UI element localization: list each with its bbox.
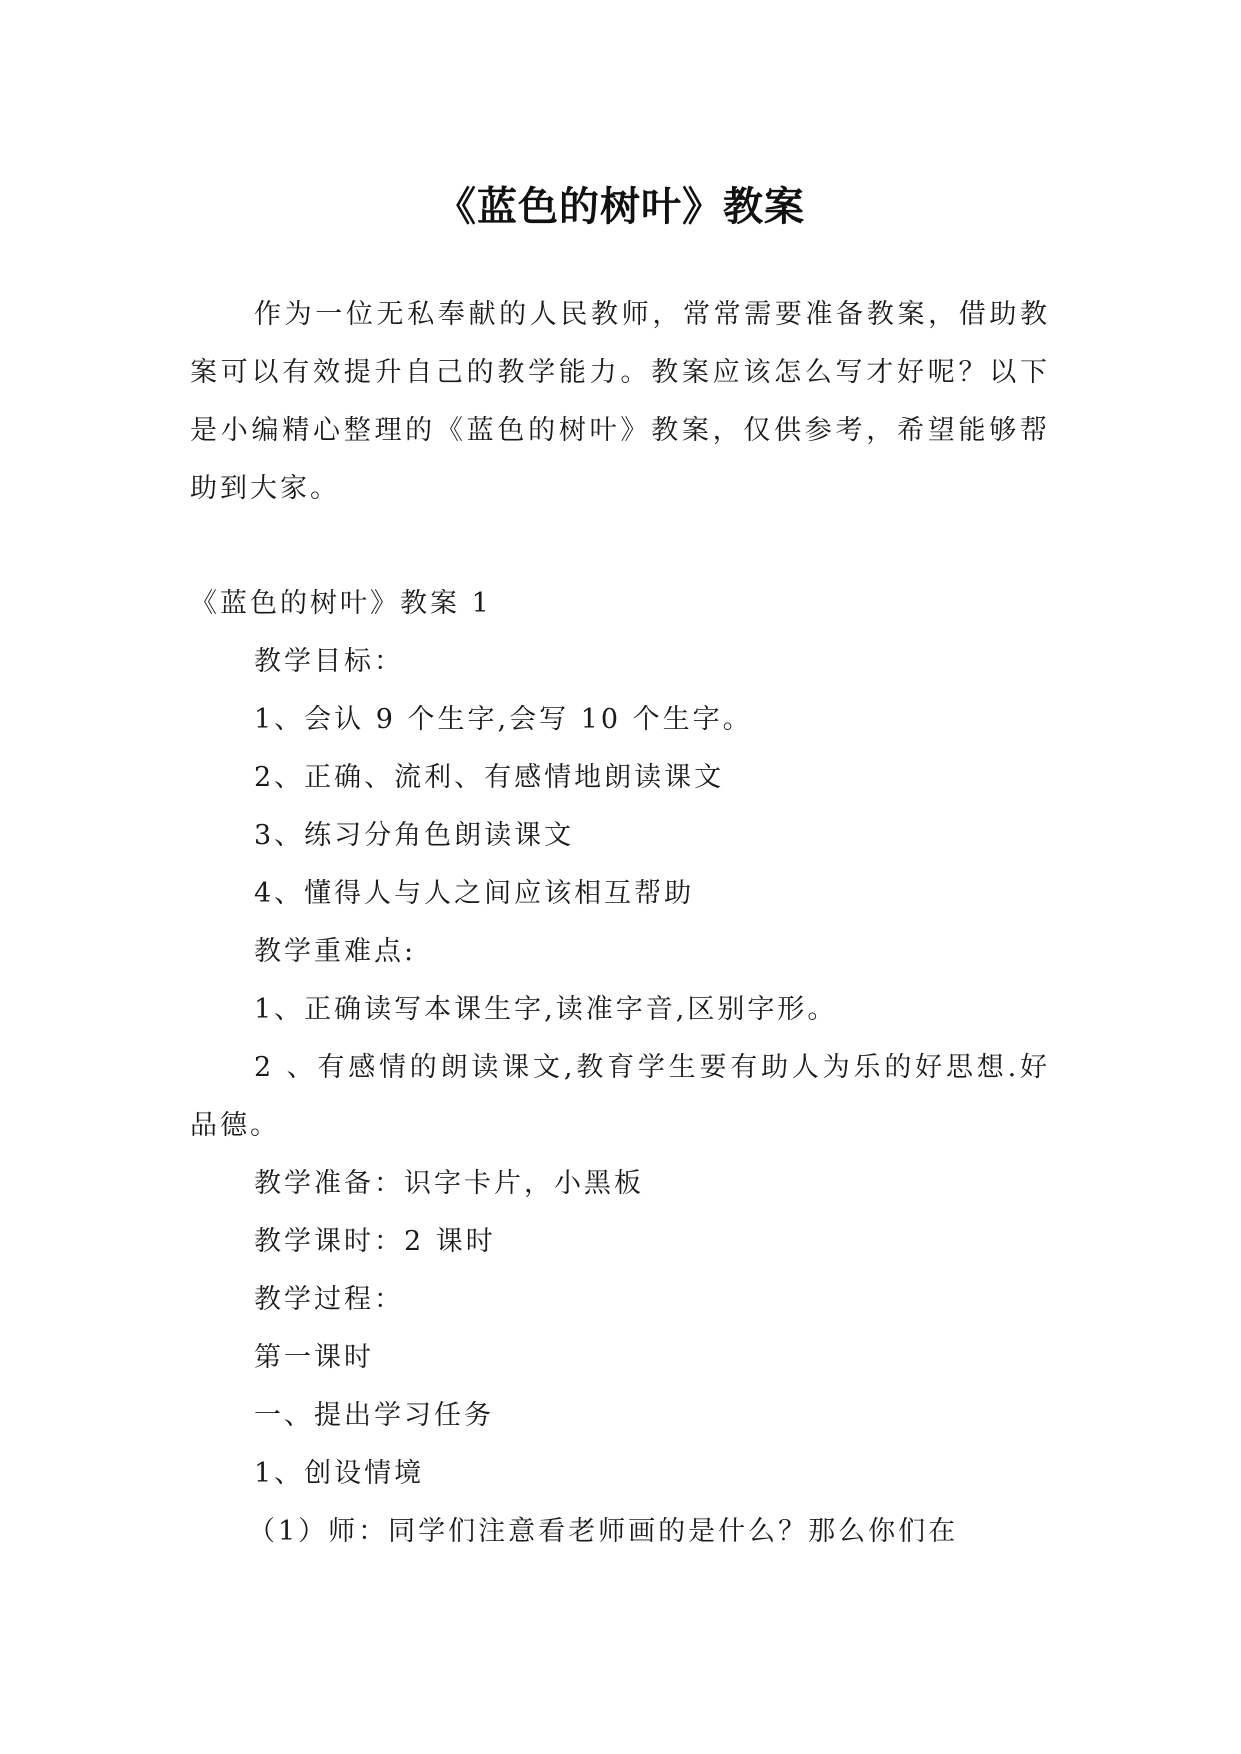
document-title: 《蓝色的树叶》教案 <box>436 183 805 230</box>
body-line: 一、提出学习任务 <box>254 1400 494 1431</box>
body-line: 教学准备：识字卡片，小黑板 <box>254 1168 644 1199</box>
body-line: 1、会认 9 个生字,会写 10 个生字。 <box>254 704 753 735</box>
body-line: 1、创设情境 <box>254 1458 425 1489</box>
body-line: 3、练习分角色朗读课文 <box>254 820 575 851</box>
body-line: 4、懂得人与人之间应该相互帮助 <box>254 878 695 909</box>
body-line: 第一课时 <box>254 1342 374 1373</box>
intro-paragraph: 作为一位无私奉献的人民教师，常常需要准备教案，借助教案可以有效提升自己的教学能力。教案应该怎么写才好呢？以下是小编精心整理的《蓝色的树叶》教案，仅供参考，希望能够帮助到大家。 <box>190 299 1050 504</box>
document-body <box>190 575 1050 1561</box>
section-heading: 《蓝色的树叶》教案 1 <box>190 588 492 619</box>
body-line: 教学课时：2 课时 <box>254 1226 496 1257</box>
body-paragraph: 2 、有感情的朗读课文,教育学生要有助人为乐的好思想.好品德。 <box>190 1052 1050 1141</box>
body-line: 2、正确、流利、有感情地朗读课文 <box>254 762 725 793</box>
body-line: 1、正确读写本课生字,读准字音,区别字形。 <box>254 994 838 1025</box>
body-line: 教学目标： <box>254 646 404 677</box>
body-line: 教学过程： <box>254 1284 404 1315</box>
body-line: 教学重难点: <box>254 936 417 967</box>
body-line: （1）师：同学们注意看老师画的是什么？那么你们在 <box>248 1516 959 1547</box>
